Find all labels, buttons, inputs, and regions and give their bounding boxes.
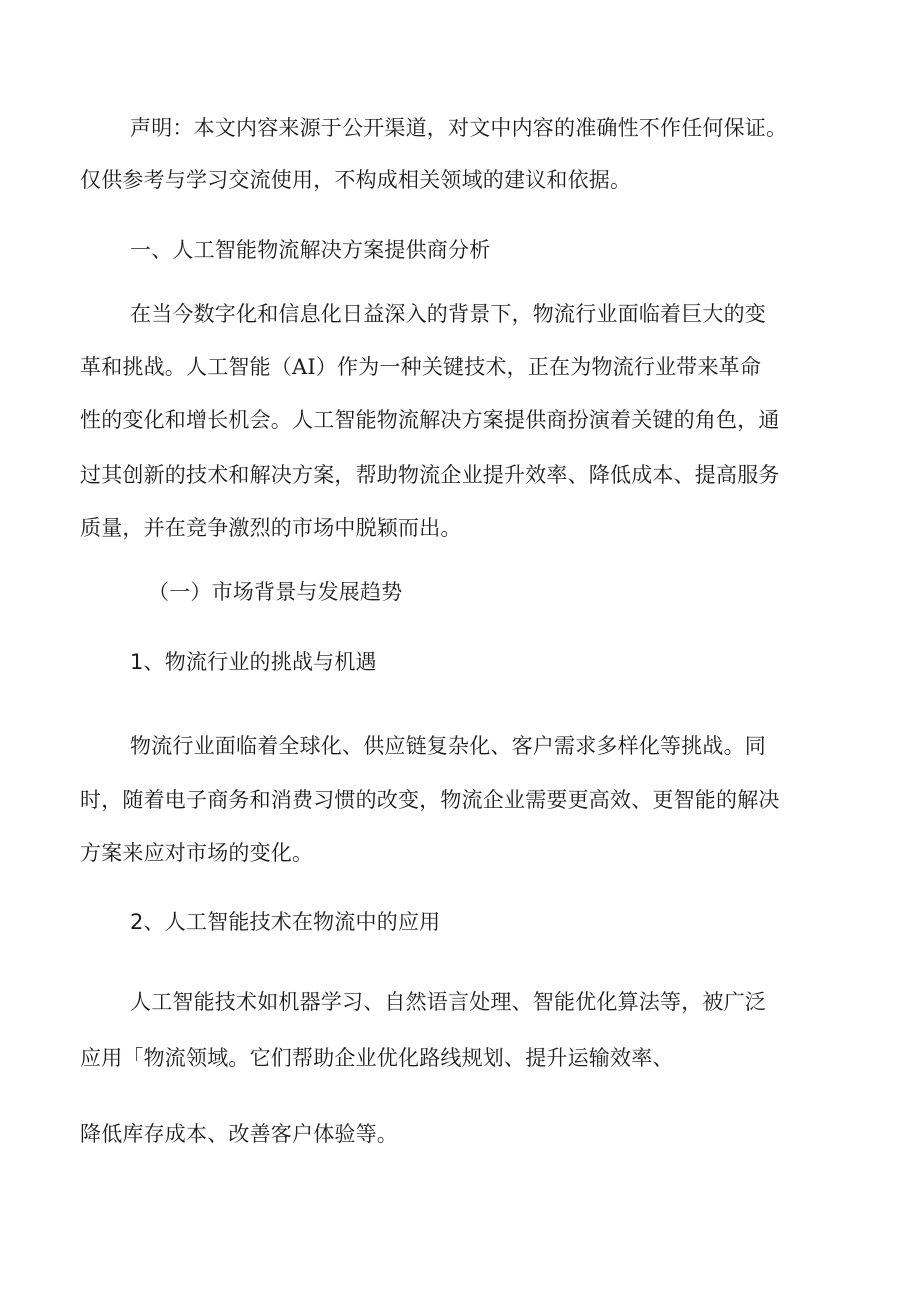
item-1-line-1: 物流行业面临着全球化、供应链复杂化、客户需求多样化等挑战。同 bbox=[130, 734, 766, 758]
section-1-title: 一、人工智能物流解决方案提供商分析 bbox=[130, 238, 491, 262]
intro-paragraph-line-4: 过其创新的技术和解决方案，帮助物流企业提升效率、降低成本、提高服务 bbox=[80, 463, 780, 487]
intro-paragraph-line-1: 在当今数字化和信息化日益深入的背景下，物流行业面临着巨大的变 bbox=[130, 302, 766, 326]
subsection-1-title: （一）市场背景与发展趋势 bbox=[148, 580, 403, 604]
item-2-title: 2、人工智能技术在物流中的应用 bbox=[130, 910, 441, 934]
intro-paragraph-line-5: 质量，并在竞争激烈的市场中脱颖而出。 bbox=[80, 516, 462, 540]
intro-paragraph-line-2: 革和挑战。人工智能（AI）作为一种关键技术，正在为物流行业带来革命 bbox=[80, 355, 762, 379]
disclaimer-line-2: 仅供参考与学习交流使用，不构成相关领域的建议和依据。 bbox=[80, 168, 632, 192]
item-2-line-2: 应用「物流领域。它们帮助企业优化路线规划、提升运输效率、 bbox=[80, 1046, 674, 1070]
item-1-line-3: 方案来应对市场的变化。 bbox=[80, 841, 314, 865]
item-1-title: 1、物流行业的挑战与机遇 bbox=[130, 650, 377, 674]
disclaimer-line-1: 声明：本文内容来源于公开渠道，对文中内容的准确性不作任何保证。 bbox=[130, 116, 788, 140]
item-1-line-2: 时，随着电子商务和消费习惯的改变，物流企业需要更高效、更智能的解决 bbox=[80, 788, 780, 812]
item-2-line-1: 人工智能技术如机器学习、自然语言处理、智能优化算法等，被广泛 bbox=[130, 990, 766, 1014]
item-2-line-3: 降低库存成本、改善客户体验等。 bbox=[80, 1122, 398, 1146]
intro-paragraph-line-3: 性的变化和增长机会。人工智能物流解决方案提供商扮演着关键的角色，通 bbox=[80, 408, 780, 432]
